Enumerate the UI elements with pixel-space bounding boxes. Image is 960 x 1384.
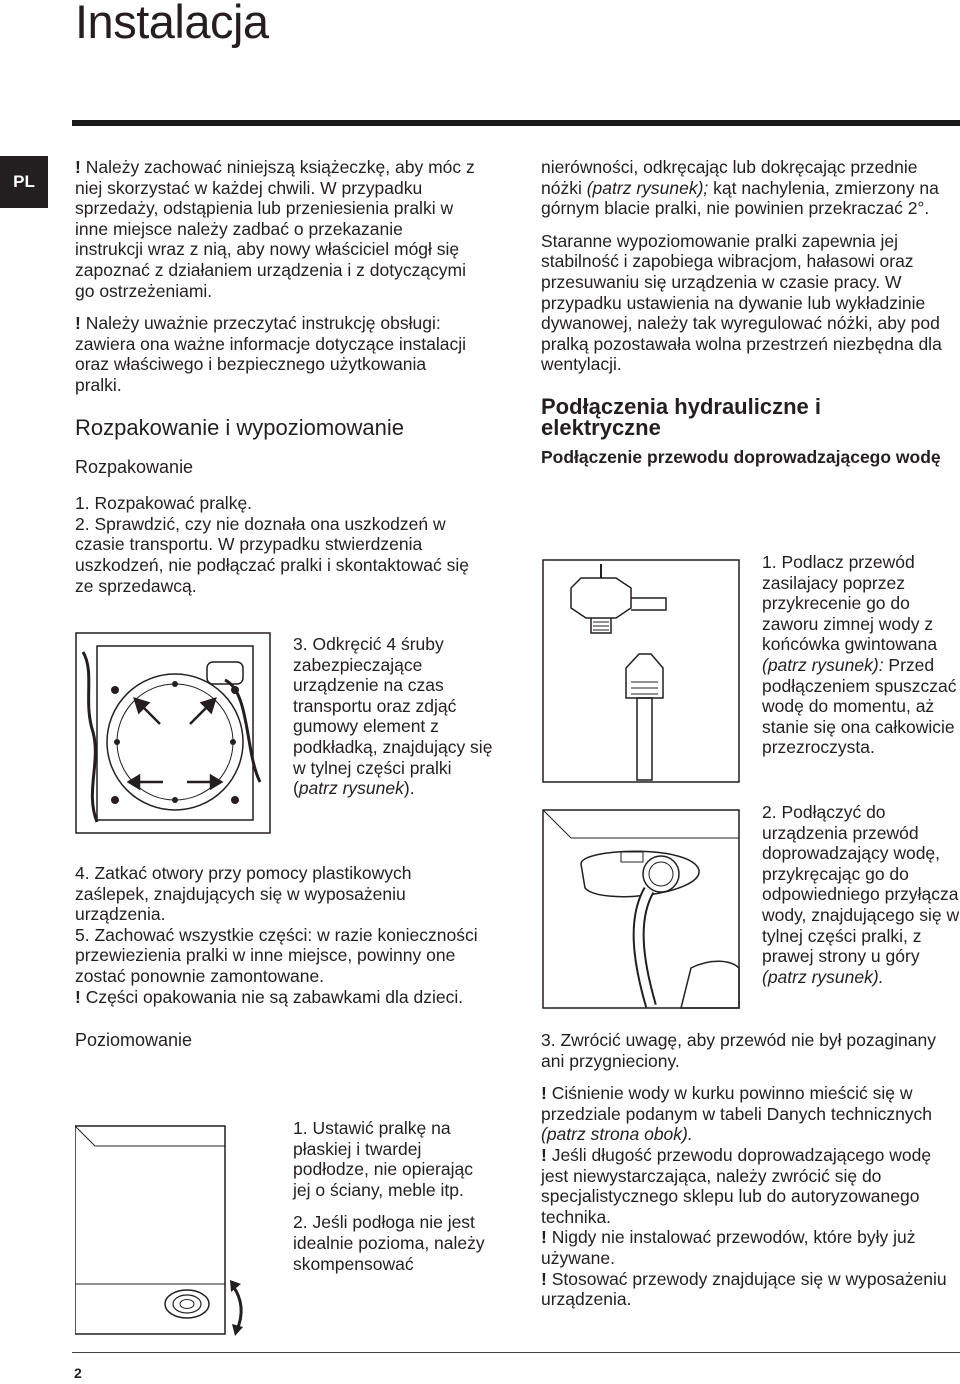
unpack-step-1: 1. Rozpakować pralkę.: [75, 493, 253, 514]
rear-inlet-figure: [541, 808, 741, 1010]
section-unpacking-title: Rozpakowanie i wypoziomowanie: [75, 414, 404, 440]
transport-screws-figure: [75, 632, 271, 834]
section-connections-title: Podłączenia hydrauliczne i elektryczne: [541, 393, 821, 440]
warning-pressure: ! Ciśnienie wody w kurku powinno mieścić się w przedziale podanym w tabeli Danych technicznych (patrz strona obok).: [541, 1083, 933, 1145]
warning-supplied-hoses: ! Stosować przewody znajdujące się w wyposażeniu urządzenia.: [541, 1268, 947, 1310]
hose-step-3: 3. Zwrócić uwagę, aby przewód nie był pozaginany ani przygnieciony.: [541, 1030, 936, 1071]
leveling-continued: nierówności, odkręcając lub dokręcając przednie nóżki (patrz rysunek); kąt nachylenia, zmierzony na górnym blacie pralki, nie powinien przekraczać 2°.: [541, 157, 939, 219]
left-column-bottom: [75, 863, 485, 1051]
subsection-leveling: Poziomowanie: [75, 1030, 193, 1051]
leveling-note: Staranne wypoziomowanie pralki zapewnia jej stabilność i zapobiega wibracjom, hałasowi oraz przesuwaniu się urządzenia w czasie pracy. W przypadku ustawienia na dywanie lub wykładzinie dywanowej, należy tak wyregulować nóżki, aby pod pralką pozostawała wolna przestrzeń niezbędna dla wentylacji.: [541, 230, 942, 375]
hose-step-2: 2. Podłączyć do urządzenia przewód doprowadzający wodę, przykręcając go do odpowiedniego przyłącza wody, znajdującego się w tylnej części pralki, z prawej strony u góry (patrz rysunek).: [762, 802, 960, 987]
subsection-unpacking: Rozpakowanie: [75, 456, 194, 477]
language-tab: PL: [0, 156, 48, 208]
unpack-step-3-block: [293, 634, 493, 799]
unpack-step-2: 2. Sprawdzić, czy nie doznała ona uszkodzeń w czasie transportu. W przypadku stwierdzenia uszkodzeń, nie podłączać pralki i skontaktować się ze sprzedawcą.: [75, 513, 469, 596]
left-column-top: [75, 157, 475, 596]
hose-step-1: 1. Podlacz przewód zasilajacy poprzez przykrecenie go do zaworu zimnej wody z końcówka gwintowana (patrz rysunek): Przed podłączeniem spuszczać wodę do momentu, aż stanie się ona całkowicie przezroczysta.: [762, 552, 957, 758]
warning-keep-manual: ! Należy zachować niniejszą książeczkę, aby móc z niej skorzystać w każdej chwili. W przypadku sprzedaży, odstąpienia lub przeniesienia pralki w inne miejsce należy zadbać o przekazanie instrukcji wraz z nią, aby nowy właściciel mógł się zapoznać z działaniem urządzenia i z dotyczącymi go ostrzeżeniami.: [75, 157, 475, 301]
warning-hose-length: ! Jeśli długość przewodu doprowadzającego wodę jest niewystarczająca, należy zwrócić się do specjalistycznego sklepu lub do autoryzowanego technika.: [541, 1144, 932, 1227]
warning-used-hoses: ! Nigdy nie instalować przewodów, które były już używane.: [541, 1227, 916, 1268]
hose-step-1-block: [762, 552, 960, 758]
subsection-water-inlet: Podłączenie przewodu doprowadzającego wodę: [541, 446, 941, 467]
footer-rule: [72, 1352, 960, 1353]
warning-read-manual: ! Należy uważnie przeczytać instrukcję obsługi: zawiera ona ważne informacje dotyczące instalacji oraz właściwego i bezpiecznego użytkowania pralki.: [75, 313, 467, 395]
page-title: Instalacja: [75, 0, 269, 48]
hose-step-2-block: [762, 802, 960, 987]
leveling-steps: [293, 1118, 493, 1274]
header-rule: [72, 120, 960, 126]
warning-packaging: ! Części opakowania nie są zabawkami dla dzieci.: [75, 986, 464, 1007]
unpack-step-4: 4. Zatkać otwory przy pomocy plastikowych zaślepek, znajdujących się w wyposażeniu urządzenia.: [75, 863, 412, 925]
level-step-1: 1. Ustawić pralkę na płaskiej i twardej podłodze, nie opierając jej o ściany, meble itp.: [293, 1118, 473, 1200]
unpack-step-3: 3. Odkręcić 4 śruby zabezpieczające urządzenie na czas transportu oraz zdjąć gumowy element z podkładką, znajdujący się w tylnej części pralki (patrz rysunek).: [293, 634, 493, 799]
tap-connection-figure: [541, 558, 741, 784]
level-step-2: 2. Jeśli podłoga nie jest idealnie pozioma, należy skompensować: [293, 1212, 485, 1274]
page-number: 2: [74, 1365, 82, 1381]
unpack-step-5: 5. Zachować wszystkie części: w razie konieczności przewiezienia pralki w inne miejsce, powinny one zostać ponownie zamontowane.: [75, 924, 478, 986]
right-column-top: [541, 157, 960, 468]
leveling-foot-figure: [75, 1124, 253, 1352]
right-column-bottom: [541, 1030, 960, 1310]
